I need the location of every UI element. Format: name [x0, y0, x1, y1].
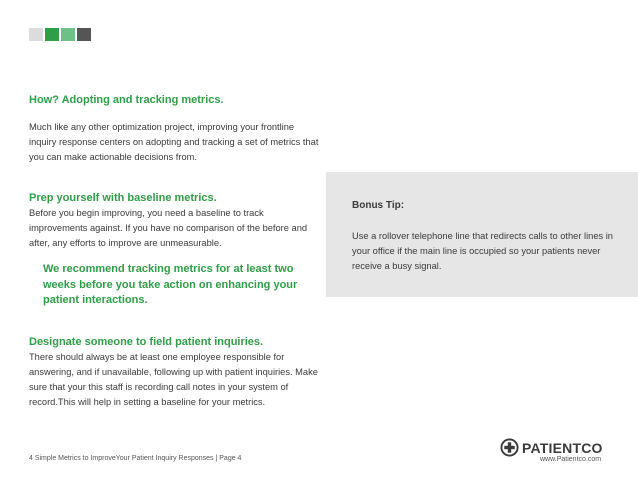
swatch-light-green: [61, 28, 75, 41]
section-heading-baseline-metrics: Prep yourself with baseline metrics.: [29, 192, 217, 204]
plus-circle-icon: [500, 438, 519, 457]
color-swatches: [29, 28, 91, 41]
section-body-baseline-metrics: Before you begin improving, you need a baseline to track improvements against. If you have no comparison of the before and after, any efforts to improve are unmeasurable.: [29, 208, 308, 248]
bonus-tip-body: Use a rollover telephone line that redirects calls to other lines in your office if the main line is occupied so your patients never receive a busy signal.: [352, 231, 613, 271]
section-body-adopting-metrics: Much like any other optimization project, improving your frontline inquiry response centers on adopting and tracking a set of metrics that you can make actionable decisions from.: [29, 122, 319, 162]
website-link[interactable]: www.Patientco.com: [540, 456, 602, 463]
section-heading-designate-someone: Designate someone to field patient inquiries.: [29, 336, 264, 348]
patientco-logo: [500, 438, 603, 457]
section-heading-adopting-metrics: How? Adopting and tracking metrics.: [29, 94, 224, 106]
swatch-dark-gray: [77, 28, 91, 41]
swatch-green: [45, 28, 59, 41]
footer-page-label: 4 Simple Metrics to ImproveYour Patient Inquiry Responses | Page 4: [29, 455, 242, 462]
bonus-tip-title: Bonus Tip:: [352, 200, 405, 211]
section-body-designate-someone: There should always be at least one employee responsible for answering, and if unavailable, following up with patient inquiries. Make sure that your this staff is recording call notes in your system of record.This will help in setting a baseline for your metrics.: [29, 352, 318, 407]
logo-wordmark: PATIENTCO: [522, 439, 603, 456]
swatch-light-gray: [29, 28, 43, 41]
callout-recommendation: We recommend tracking metrics for at least two weeks before you take action on enhancing your patient interactions.: [43, 263, 298, 306]
bonus-tip-box: [326, 172, 638, 297]
